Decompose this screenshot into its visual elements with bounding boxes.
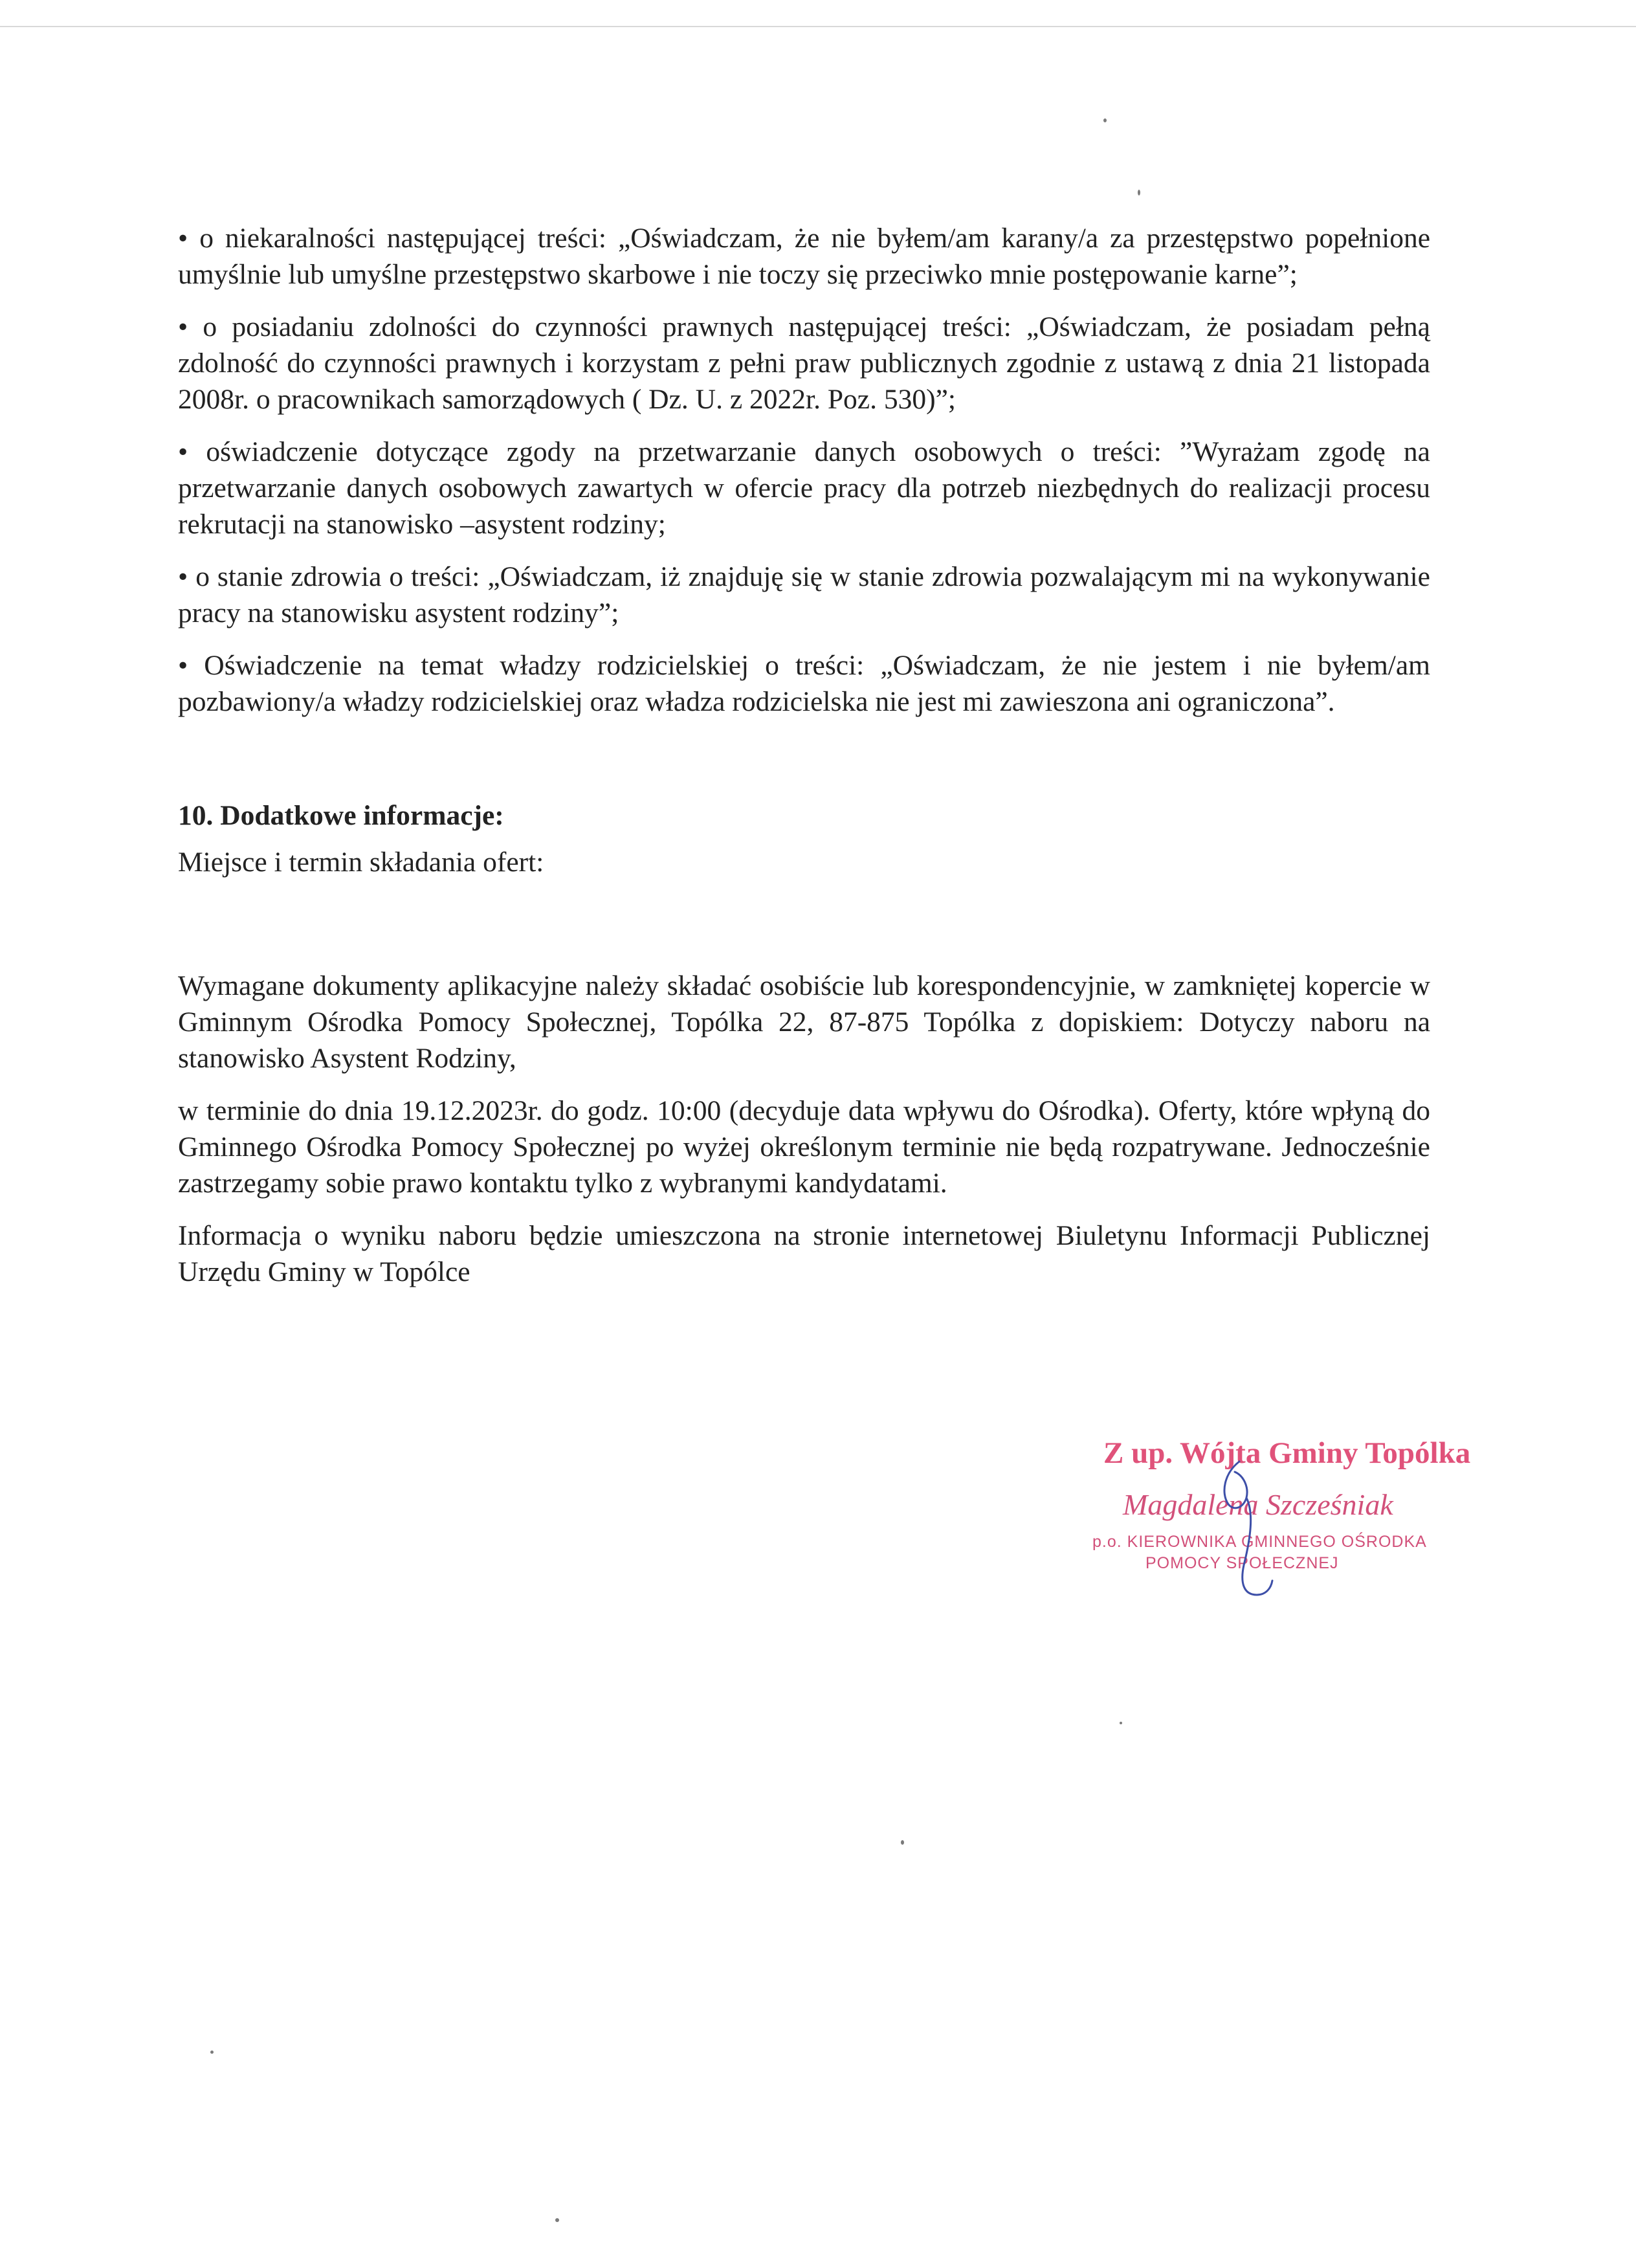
stamp-signatory-name: Magdalena Szcześniak [1123, 1488, 1393, 1521]
official-stamp [1074, 1436, 1471, 1610]
statement-data-processing-consent: • oświadczenie dotyczące zgody na przetwarzanie danych osobowych o treści: ”Wyrażam zgodę na przetwarzanie danych osobowych zawartych w ofercie pracy dla potrzeb niezbędnych do realizacji procesu rekrutacji na stanowisko –asystent rodziny; [178, 434, 1430, 542]
stamp-institution-line: POMOCY SPOŁECZNEJ [1145, 1554, 1339, 1572]
statement-health: • o stanie zdrowia o treści: „Oświadczam, iż znajduję się w stanie zdrowia pozwalającym mi na wykonywanie pracy na stanowisku asystent rodziny”; [178, 559, 1430, 631]
stamp-authorization-line: Z up. Wójta Gminy Topólka [1103, 1436, 1471, 1470]
statement-legal-capacity: • o posiadaniu zdolności do czynności prawnych następującej treści: „Oświadczam, że posiadam pełną zdolność do czynności prawnych i korzystam z pełni praw publicznych zgodnie z ustawą z dnia 21 listopada 2008r. o pracownikach samorządowych ( Dz. U. z 2022r. Poz. 530)”; [178, 309, 1430, 417]
deadline-paragraph: w terminie do dnia 19.12.2023r. do godz. 10:00 (decyduje data wpływu do Ośrodka). Oferty, które wpłyną do Gminnego Ośrodka Pomocy Społecznej po wyżej określonym terminie nie będą rozpatrywane. Jednocześnie zastrzegamy sobie prawo kontaktu tylko z wybranymi kandydatami. [178, 1095, 1430, 1199]
statement-parental-authority: • Oświadczenie na temat władzy rodzicielskiej o treści: „Oświadczam, że nie jestem i nie byłem/am pozbawiony/a władzy rodzicielskiej oraz władza rodzicielska nie jest mi zawieszona ani ograniczona”. [178, 647, 1430, 720]
scan-speck [555, 2218, 559, 2222]
statement-criminal-record: • o niekaralności następującej treści: „Oświadczam, że nie byłem/am karany/a za przestępstwo popełnione umyślnie lub umyślne przestępstwo skarbowe i nie toczy się przeciwko mnie postępowanie karne”; [178, 220, 1430, 293]
submission-paragraph: Wymagane dokumenty aplikacyjne należy składać osobiście lub korespondencyjnie, w zamkniętej kopercie w Gminnym Ośrodka Pomocy Społecznej, Topólka 22, 87-875 Topólka z dopiskiem: Dotyczy naboru na stanowisko Asystent Rodziny, [178, 970, 1430, 1074]
document-body [178, 220, 1430, 1306]
section-heading: 10. Dodatkowe informacje: [178, 800, 504, 831]
section-subheading: Miejsce i termin składania ofert: [178, 847, 544, 878]
stamp-position-line: p.o. KIEROWNIKA GMINNEGO OŚRODKA [1092, 1533, 1427, 1551]
handwritten-signature [1074, 1436, 1450, 1610]
result-info-paragraph: Informacja o wyniku naboru będzie umieszczona na stronie internetowej Biuletynu Informacji Publicznej Urzędu Gminy w Topólce [178, 1220, 1430, 1287]
scan-speck [1103, 118, 1107, 122]
scan-speck [210, 2051, 214, 2054]
page-top-edge [0, 26, 1636, 27]
scan-speck [901, 1840, 904, 1845]
scan-speck [1138, 190, 1140, 195]
scan-speck [1120, 1722, 1122, 1724]
